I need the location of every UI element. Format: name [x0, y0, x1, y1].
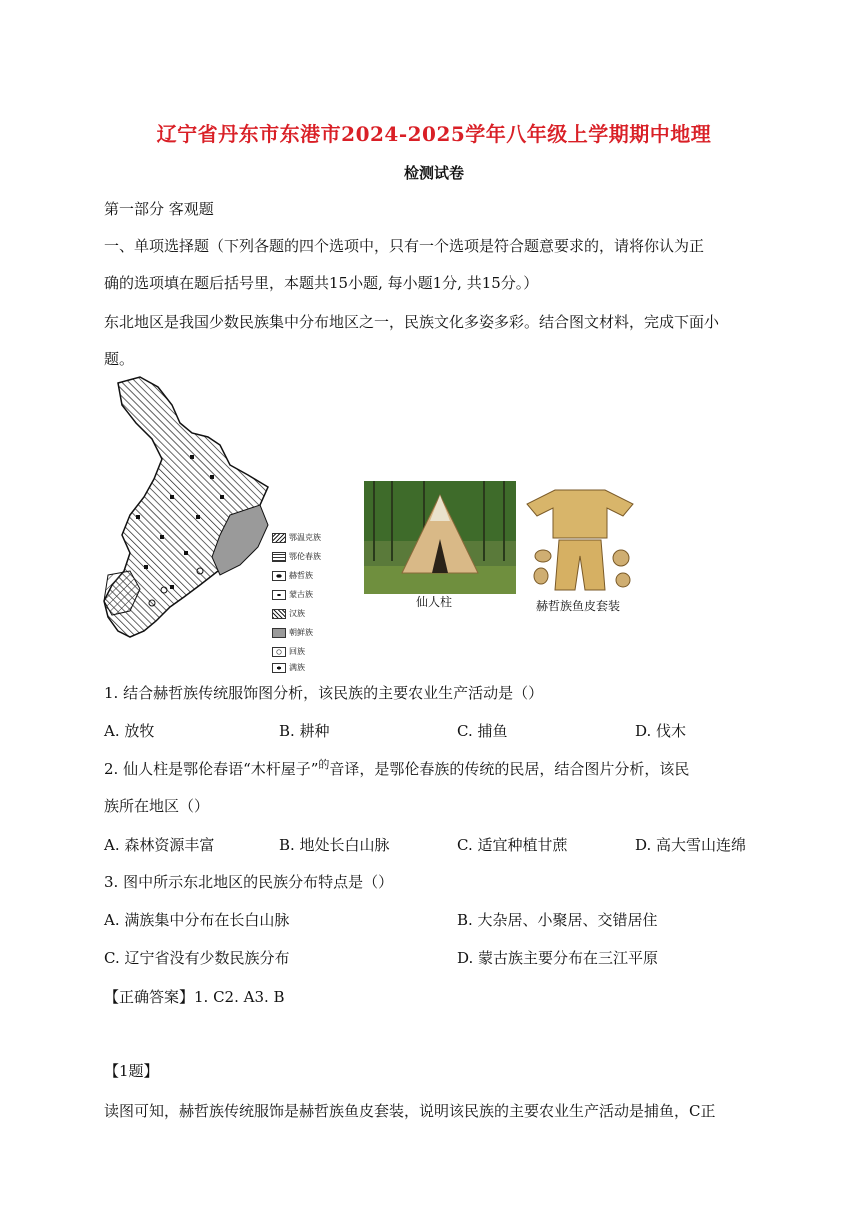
question-1-stem: 1. 结合赫哲族传统服饰图分析，该民族的主要农业生产活动是（） — [104, 684, 544, 702]
legend-hezhe — [272, 570, 313, 581]
legend-swatch — [272, 590, 286, 600]
answer-heading-1: 【1题】 — [104, 1062, 159, 1080]
legend-label: 鄂温克族 — [289, 533, 321, 542]
intro-line1: 东北地区是我国少数民族集中分布地区之一，民族文化多姿多彩。结合图文材料，完成下面小 — [104, 313, 720, 331]
fish-skin-suit-icon — [525, 486, 635, 596]
legend-korean — [272, 627, 313, 638]
question-2-option-c: C. 适宜种植甘蔗 — [457, 836, 568, 854]
answer-explanation: 读图可知，赫哲族传统服饰是赫哲族鱼皮套装，说明该民族的主要农业生产活动是捕鱼，C正 — [104, 1102, 716, 1120]
legend-label: 朝鲜族 — [289, 628, 313, 637]
legend-swatch — [272, 552, 286, 562]
legend-label: 鄂伦春族 — [289, 552, 321, 561]
xianrenzhu-photo — [364, 481, 516, 594]
legend-swatch — [272, 609, 286, 619]
question-3-option-a: A. 满族集中分布在长白山脉 — [104, 911, 290, 929]
document-title: 辽宁省丹东市东港市2024-2025学年八年级上学期期中地理 — [156, 122, 712, 146]
legend-label: 满族 — [289, 663, 305, 672]
legend-swatch — [272, 647, 286, 657]
question-3-option-d: D. 蒙古族主要分布在三江平原 — [457, 949, 659, 967]
legend-label: 汉族 — [289, 609, 305, 618]
legend-swatch — [272, 663, 286, 673]
question-2-stem-line2: 族所在地区（） — [104, 797, 210, 815]
legend-oroqen — [272, 551, 321, 562]
question-3-option-b: B. 大杂居、小聚居、交错居住 — [457, 911, 658, 929]
intro-line2: 题。 — [104, 350, 135, 368]
legend-ewenki — [272, 532, 321, 543]
question-1-option-a: A. 放牧 — [104, 722, 155, 740]
question-3-stem: 3. 图中所示东北地区的民族分布特点是（） — [104, 873, 394, 891]
part-heading: 第一部分 客观题 — [104, 200, 214, 218]
question-2-stem-part2: 音译，是鄂伦春族的传统的民居，结合图片分析，该民 — [329, 760, 690, 778]
question-2-stem-part1: 2. 仙人柱是鄂伦春语“木杆屋子” — [104, 760, 319, 778]
question-2-option-a: A. 森林资源丰富 — [104, 836, 215, 854]
question-2-option-d: D. 高大雪山连绵 — [635, 836, 747, 854]
question-2-stem-superscript: 的 — [318, 758, 330, 771]
question-1-option-d: D. 伐木 — [635, 722, 687, 740]
legend-manchu — [272, 662, 305, 673]
legend-hui — [272, 646, 305, 657]
legend-swatch — [272, 533, 286, 543]
question-1-option-b: B. 耕种 — [279, 722, 330, 740]
question-1-option-c: C. 捕鱼 — [457, 722, 508, 740]
ethnic-distribution-map — [100, 375, 350, 675]
question-2-stem-line1 — [104, 758, 689, 779]
legend-swatch — [272, 571, 286, 581]
legend-han — [272, 608, 305, 619]
caption-xianrenzhu: 仙人柱 — [416, 595, 453, 609]
legend-label: 蒙古族 — [289, 590, 313, 599]
question-3-option-c: C. 辽宁省没有少数民族分布 — [104, 949, 290, 967]
document-subtitle: 检测试卷 — [403, 164, 464, 182]
northeast-china-map-icon — [100, 375, 270, 645]
section-instruction-line1: 一、单项选择题（下列各题的四个选项中，只有一个选项是符合题意要求的，请将你认为正 — [104, 237, 705, 255]
legend-mongol — [272, 589, 313, 600]
tent-icon — [364, 481, 516, 594]
caption-fish-skin-suit: 赫哲族鱼皮套装 — [536, 599, 621, 613]
section-instruction-line2: 确的选项填在题后括号里，本题共15小题, 每小题1分, 共15分。） — [104, 274, 539, 292]
legend-swatch — [272, 628, 286, 638]
fish-skin-suit-photo — [525, 486, 635, 596]
correct-answer: 【正确答案】1. C2. A3. B — [104, 988, 285, 1006]
legend-label: 赫哲族 — [289, 571, 313, 580]
legend-label: 回族 — [289, 647, 305, 656]
question-2-option-b: B. 地处长白山脉 — [279, 836, 390, 854]
